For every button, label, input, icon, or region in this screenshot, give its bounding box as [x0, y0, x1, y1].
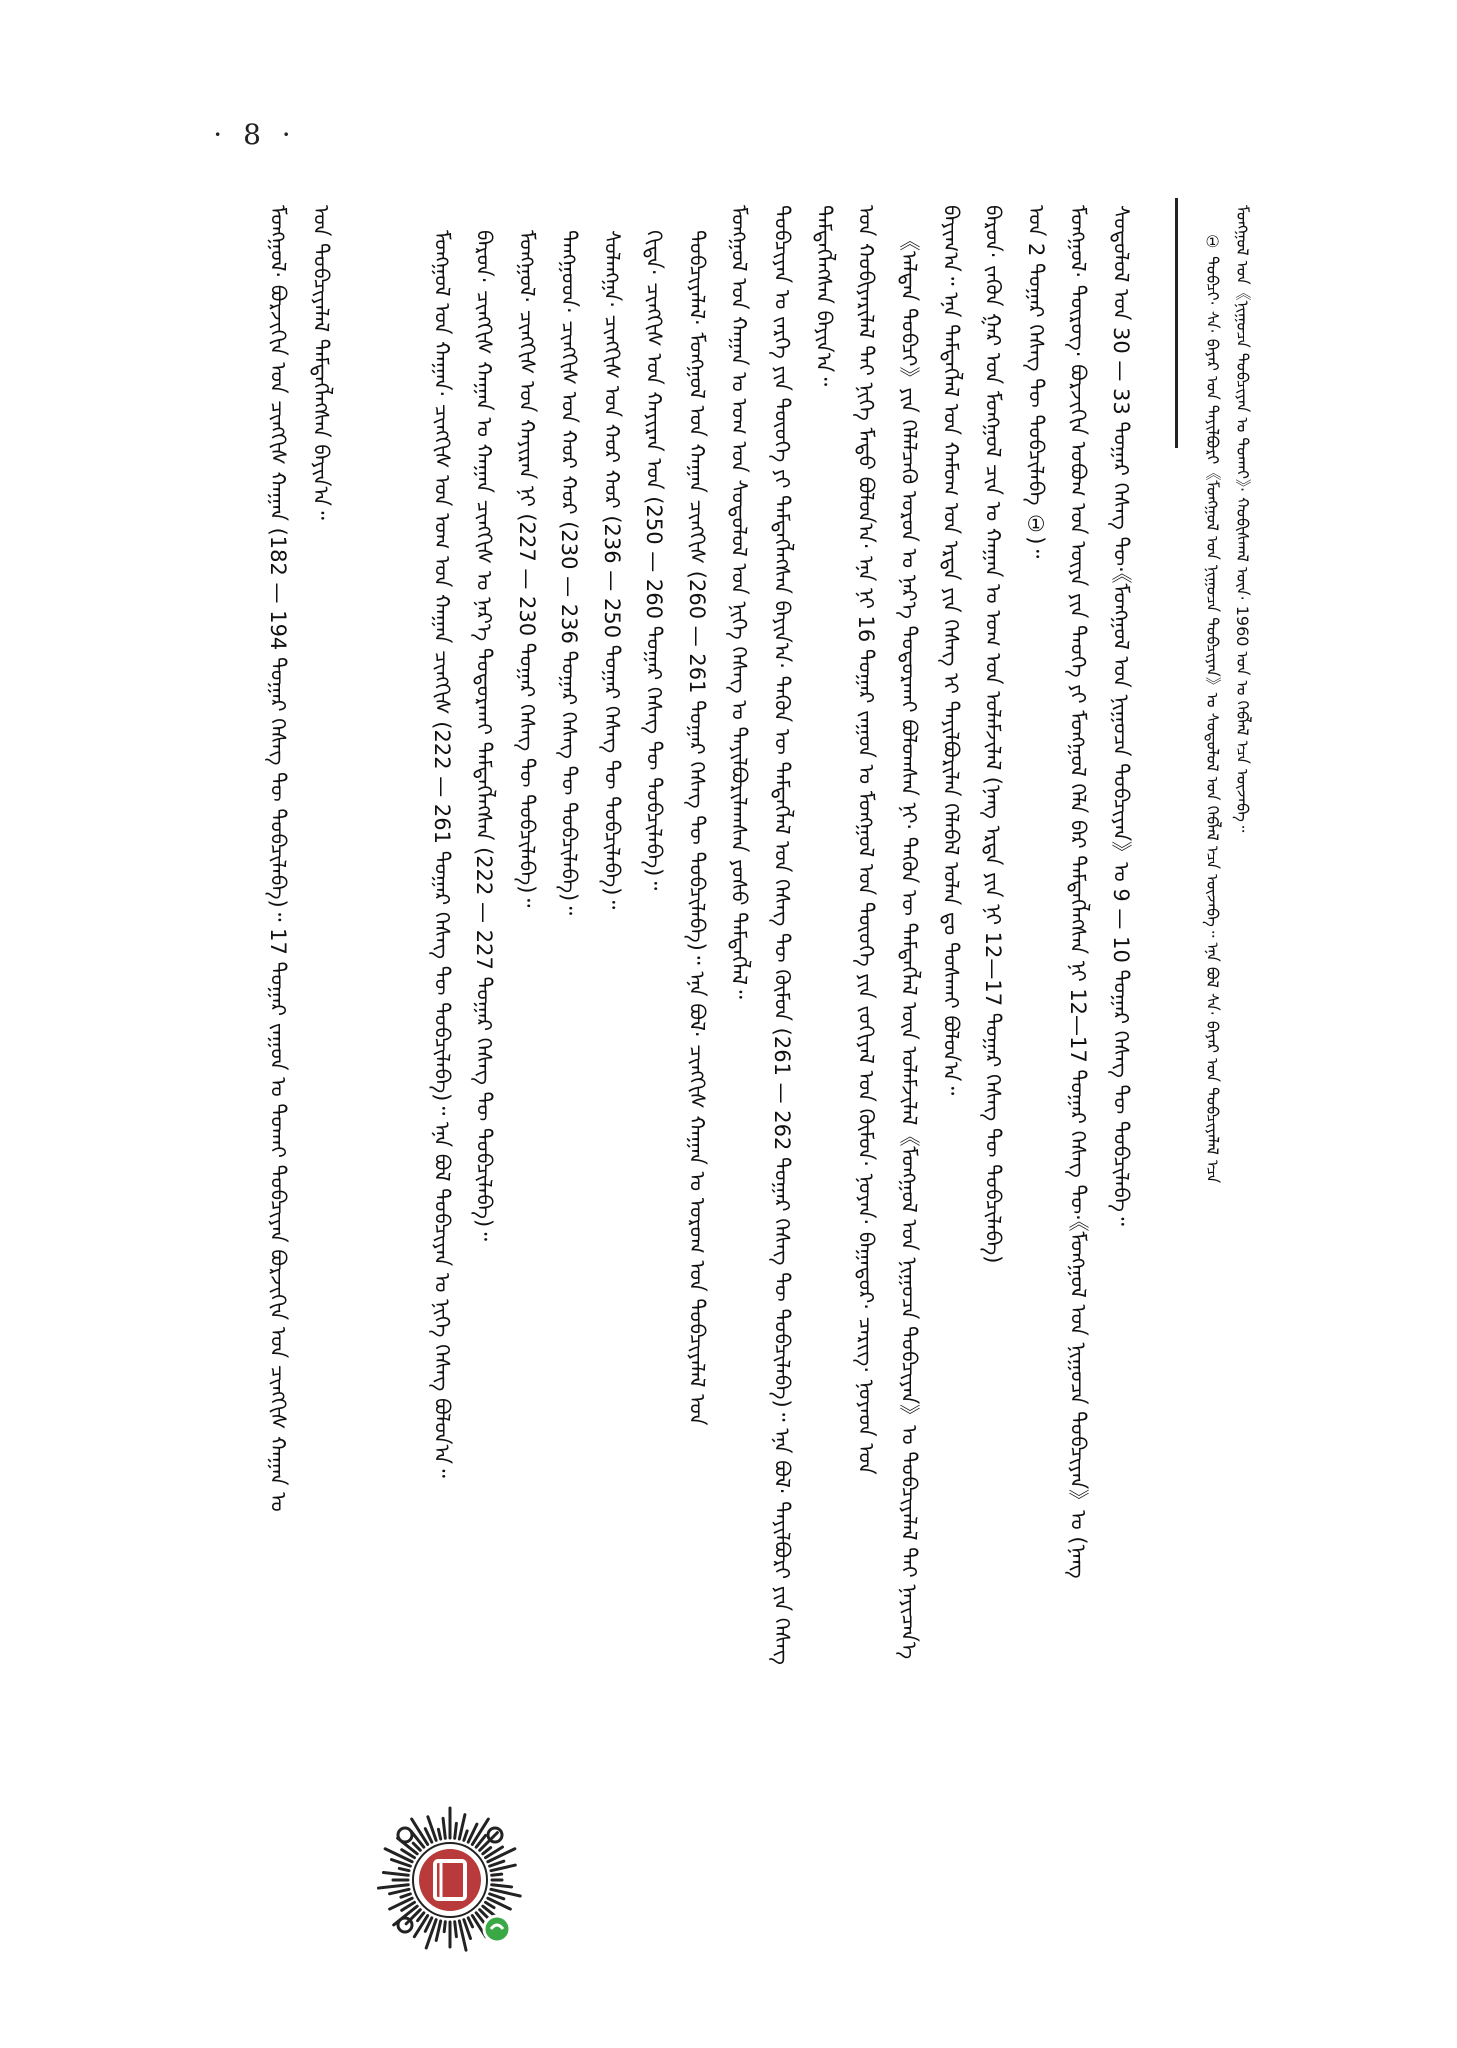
text-line: ᠮᠣᠩᠭᠣᠯ ᠤᠨ ᠬᠠᠭᠠᠨ· ᠴᠢᠩᠭᠢᠰ ᠤᠨ ᠤᠭ ᠤᠨ ᠬᠠᠭᠠᠨ ᠴᠢᠩᠭᠢᠰ (222 — 261 ᠳᠤᠭᠠᠷ ᠬᠡᠰᠡᠭ ᠲᠦ ᠲᠣᠪᠴᠢᠯᠠᠪᠠ)᠃ ᠡᠨᠡ ᠪᠣᠯ ᠲᠣᠪᠴᠢᠶᠠᠨ ᠤ ᠨᠢᠭᠡ ᠬᠡᠰᠡᠭ ᠪᠣᠯᠤᠨ᠎ᠠ᠃: [430, 230, 454, 1478]
text-line: ᠲᠡᠮᠳᠡᠭᠯᠡᠭᠰᠡᠨ ᠪᠠᠶᠢᠨ᠎ᠠ᠃: [812, 205, 836, 387]
text-line: ᠰᠤᠳᠤᠯᠤᠯ ᠤᠨ 30 — 33 ᠳᠤᠭᠠᠷ ᠬᠡᠰᠡᠭ ᠲᠦ·《ᠮᠣᠩᠭᠣᠯ ᠤᠨ ᠨᠢᠭᠤᠴᠠ ᠲᠣᠪᠴᠢᠶᠠᠨ》ᠤ 9 — 10 ᠳᠤᠭᠠᠷ ᠬᠡᠰᠡᠭ ᠲᠦ ᠲᠣᠪᠴᠢᠯᠠᠪᠠ᠃: [1109, 205, 1133, 1226]
page-number: · 8 ·: [213, 118, 297, 151]
qr-ray: [418, 1913, 424, 1921]
qr-ray: [490, 1861, 504, 1866]
mini-program-code-icon: [375, 1805, 525, 1955]
text-line: ᠤᠨ ᠬᠤᠪᠢᠶᠠᠷᠢᠯᠠᠯ ᠲᠠᠢ ᠨᠢᠭᠡ ᠮᠡᠲᠦ ᠪᠣᠯᠤᠨ᠎ᠠ· ᠡᠨᠡ ᠨᠢ 16 ᠳᠤᠭᠠᠷ ᠵᠠᠭᠤᠨ ᠤ ᠮᠣᠩᠭᠣᠯ ᠤᠨ ᠲᠦᠦᠬᠡ ᠶᠢᠨ ᠵᠣᠬᠢᠶᠠᠯ ᠤᠨ ᠬᠦᠮᠦᠨ· ᠨᠣᠶᠠᠨ· ᠪᠠᠭᠠᠳᠤᠷ· ᠴᠡᠷᠢᠭ· ᠨᠣᠶᠠᠳ ᠤᠨ: [854, 205, 878, 1475]
text-line: ᠮᠣᠩᠭᠣᠯ· ᠴᠢᠩᠭᠢᠰ ᠤᠨ ᠬᠠᠶᠢᠷᠠᠨ ᠨᠢ (227 — 230 ᠳᠤᠭᠠᠷ ᠬᠡᠰᠡᠭ ᠲᠦ ᠲᠣᠪᠴᠢᠯᠠᠪᠠ)᠃: [515, 230, 539, 908]
qr-ray: [468, 1918, 472, 1927]
text-line: ᠮᠣᠩᠭᠣᠯ· ᠲᠦᠷᠦᠭ· ᠪᠣᠷᠵᠢᠭᠢᠨ ᠣᠪᠣᠭ ᠤᠨ ᠦᠶᠡ ᠶᠢᠨ ᠲᠡᠦᠬᠡ ᠶᠢ ᠮᠣᠩᠭᠣᠯ ᠬᠡᠯᠡ ᠪᠡᠷ ᠲᠡᠮᠳᠡᠭᠯᠡᠭᠰᠡᠨ ᠨᠢ 12—17 ᠳᠤᠭᠠᠷ ᠬᠡᠰᠡᠭ ᠲᠦ·《ᠮᠣᠩᠭᠣᠯ ᠤᠨ ᠨᠢᠭᠤᠴᠠ ᠲᠣᠪᠴᠢᠶᠠᠨ》ᠤ (ᠨᠡᠩ: [1066, 205, 1090, 1579]
qr-ray: [390, 1889, 409, 1893]
qr-ray: [486, 1902, 494, 1907]
text-line: ᠪᠠᠷᠤᠨ· ᠵᠡᠭᠦᠨ ᠭᠠᠷ ᠤᠨ ᠮᠣᠩᠭᠣᠯ ᠴᠢᠨ ᠤ ᠬᠠᠭᠠᠨ ᠤ ᠣᠭ ᠤᠨ ᠤᠯᠠᠮᠵᠢᠯᠠᠯ (ᠨᠡᠩ ᠡᠷᠲᠡ ᠶᠢᠨ ᠨᠢ 12—17 ᠳᠤᠭᠠᠷ ᠬᠡᠰᠡᠭ ᠲᠦ ᠲᠣᠪᠴᠢᠯᠠᠪᠠ): [981, 205, 1005, 1264]
qr-ray: [464, 1831, 467, 1840]
text-line: ᠰᠤᠯᠠᠩᠭᠠ· ᠴᠢᠩᠭᠢᠰ ᠤᠨ ᠬᠤᠷ ᠬᠤᠷ (236 — 250 ᠳᠤᠭᠠᠷ ᠬᠡᠰᠡᠭ ᠲᠦ ᠲᠣᠪᠴᠢᠯᠠᠪᠠ)᠃: [600, 230, 624, 910]
qr-ray: [436, 1921, 440, 1940]
text-line: ᠤᠨ 2 ᠳᠤᠭᠠᠷ ᠬᠡᠰᠡᠭ ᠲᠦ ᠲᠣᠪᠴᠢᠯᠠᠪᠠ ①)᠃: [1024, 205, 1048, 559]
qr-ray: [383, 1872, 408, 1875]
qr-ray: [399, 1868, 409, 1870]
qr-ray: [438, 1829, 440, 1839]
text-line: ᠲᠣᠪᠴᠢᠶᠠᠨ ᠤ ᠵᠡᠷᠭᠡ ᠶᠢᠨ ᠲᠦᠦᠬᠡ ᠶᠢ ᠲᠡᠮᠳᠡᠭᠯᠡᠭᠰᠡᠨ ᠪᠠᠶᠢᠨ᠎ᠠ· ᠲᠡᠭᠦᠨ ᠦ ᠲᠡᠮᠳᠡᠭᠯᠡᠯ ᠤᠨ ᠬᠡᠰᠡᠭ ᠲᠦ ᠬᠦᠮᠦᠨ (261 — 262 ᠳᠤᠭᠠᠷ ᠬᠡᠰᠡᠭ ᠲᠦ ᠲᠣᠪᠴᠢᠯᠠᠪᠠ)᠃ ᠡᠨᠡ ᠪᠣᠯ· ᠲᠠᠶᠢᠯᠪᠤᠷᠢ ᠶᠢᠨ ᠬᠡᠰᠡᠭ: [770, 205, 794, 1665]
qr-ray: [378, 1885, 408, 1888]
text-line: ᠪᠠᠷᠤᠨ· ᠴᠢᠩᠭᠢᠰ ᠬᠠᠭᠠᠨ ᠤ ᠬᠠᠭᠠᠨ ᠴᠢᠩᠭᠢᠰ ᠤ ᠨᠡᠷ᠎ᠡ ᠲᠣᠳᠤᠷᠬᠠᠢ ᠲᠡᠮᠳᠡᠭᠯᠡᠭᠰᠡᠨ (222 — 227 ᠳᠤᠭᠠᠷ ᠬᠡᠰᠡᠭ ᠲᠦ ᠲᠣᠪᠴᠢᠯᠠᠪᠠ)᠃: [472, 230, 496, 1241]
qr-ray: [444, 1922, 445, 1932]
text-line: ᠤᠨ ᠲᠣᠪᠴᠢᠶᠠᠯᠠᠯ ᠲᠡᠮᠳᠡᠭᠯᠡᠭᠰᠡᠨ ᠪᠠᠶᠢᠨ᠎ᠠ᠃: [309, 205, 333, 520]
text-line: 《ᠠᠯᠲᠠᠨ ᠲᠣᠪᠴᠢ》ᠶᠢᠨ ᠬᠡᠯᠡᠯᠴᠡᠬᠦ ᠣᠷᠣᠨ ᠤ ᠨᠡᠷ᠎ᠡ ᠲᠣᠳᠤᠷᠬᠠᠢ ᠪᠣᠯᠤᠭᠰᠠᠨ ᠨᠢ· ᠲᠡᠭᠦᠨ ᠦ ᠲᠡᠮᠳᠡᠭᠯᠡᠯ ᠦᠨ ᠤᠯᠠᠮᠵᠢᠯᠠᠯ《ᠮᠣᠩᠭᠣᠯ ᠤᠨ ᠨᠢᠭᠤᠴᠠ ᠲᠣᠪᠴᠢᠶᠠᠨ》ᠤ ᠲᠣᠪᠴᠢᠶᠠᠯᠠᠯ ᠲᠠᠢ ᠨᠡᠶᠢᠴᠡᠨ᠎ᠡ: [897, 230, 921, 1660]
text-line: ᠲᠠᠩᠭᠤᠳ· ᠴᠢᠩᠭᠢᠰ ᠤᠨ ᠬᠤᠷ ᠬᠤᠷ (230 — 236 ᠳᠤᠭᠠᠷ ᠬᠡᠰᠡᠭ ᠲᠦ ᠲᠣᠪᠴᠢᠯᠠᠪᠠ)᠃: [557, 230, 581, 916]
text-line: ᠮᠣᠩᠭᠣᠯ ᠤᠨ ᠬᠠᠭᠠᠨ ᠤ ᠤᠭ ᠤᠨ ᠰᠤᠳᠤᠯᠤᠯ ᠤᠨ ᠨᠢᠭᠡ ᠬᠡᠰᠡᠭ ᠤ ᠲᠠᠶᠢᠯᠪᠤᠷᠢᠯᠠᠭᠰᠠᠨ ᠶᠣᠰᠣ ᠲᠡᠮᠳᠡᠭᠯᠡᠯ᠃: [727, 205, 751, 999]
text-line: ᠮᠣᠩᠭᠣᠯ· ᠪᠣᠷᠵᠢᠭᠢᠨ ᠤᠨ ᠴᠢᠩᠭᠢᠰ ᠬᠠᠭᠠᠨ (182 — 194 ᠳᠤᠭᠠᠷ ᠬᠡᠰᠡᠭ ᠲᠦ ᠲᠣᠪᠴᠢᠯᠠᠪᠠ)᠃ 17 ᠳᠤᠭᠠᠷ ᠵᠠᠭᠤᠨ ᠤ ᠲᠤᠬᠠᠢ ᠲᠣᠪᠴᠢᠶᠠᠨ ᠪᠣᠷᠵᠢᠭᠢᠨ ᠤᠨ ᠴᠢᠩᠭᠢᠰ ᠬᠠᠭᠠᠨ ᠤ: [266, 205, 290, 1512]
qr-ray: [413, 1843, 420, 1850]
qr-ray: [455, 1823, 457, 1838]
qr-ray: [492, 1885, 512, 1887]
qr-ray: [492, 1874, 502, 1875]
text-line: ᠪᠠᠶᠢᠭ᠎ᠠ᠃ ᠡᠨᠡ ᠲᠡᠮᠳᠡᠭᠯᠡᠯ ᠤᠨ ᠬᠠᠮᠤᠭ ᠤᠨ ᠡᠷᠲᠡ ᠶᠢᠨ ᠬᠡᠰᠡᠭ ᠢ ᠲᠠᠶᠢᠯᠪᠤᠷᠢᠯᠠᠨ ᠬᠡᠯᠡᠪᠡᠯ ᠣᠯᠠᠨ ᠳᠤ ᠲᠤᠰᠬᠠᠢ ᠪᠣᠯᠤᠨ᠎ᠠ᠃: [939, 205, 963, 1096]
qr-ray: [443, 1818, 445, 1838]
qr-ray: [401, 1894, 410, 1897]
footnote-line: ① ᠲᠣᠪᠴᠢ· ᠰᠠ· ᠪᠠᠶᠠᠷ ᠤᠨ ᠲᠠᠶᠢᠯᠪᠤᠷᠢ《ᠮᠣᠩᠭᠣᠯ ᠤᠨ ᠨᠢᠭᠤᠴᠠ ᠲᠣᠪᠴᠢᠶᠠᠨ》ᠤ ᠰᠤᠳᠤᠯᠤᠯ ᠤᠨ ᠬᠡᠪᠯᠡᠯ ᠡᠴᠡ ᠦᠵᠡᠪᠡ᠃ ᠡᠨᠡ ᠪᠣᠯ ᠰᠠ· ᠪᠠᠶᠠᠷ ᠤᠨ ᠲᠣᠪᠴᠢᠶᠠᠯᠠᠯ ᠡᠴᠡ: [1203, 232, 1222, 1184]
qr-ray: [483, 1848, 491, 1854]
qr-ray: [490, 1894, 504, 1899]
footnote-line: ᠮᠣᠩᠭᠣᠯ ᠤᠨ《ᠨᠢᠭᠤᠴᠠ ᠲᠣᠪᠴᠢᠶᠠᠨ ᠤ ᠲᠤᠬᠠᠢ》· ᠬᠤᠪᠢᠰᠬᠠᠯ ᠦᠨ· 1960 ᠣᠨ ᠤ ᠬᠡᠪᠯᠡᠯ ᠡᠴᠡ ᠦᠵᠡᠪᠡ᠃: [1233, 205, 1252, 833]
footnote-divider: [1175, 198, 1178, 448]
qr-ray: [455, 1922, 457, 1937]
text-line: ᠬᠢᠳᠠ· ᠴᠢᠩᠭᠢᠰ ᠤᠨ ᠬᠠᠶᠢᠷᠠᠨ ᠤᠨ (250 — 260 ᠳᠤᠭᠠᠷ ᠬᠡᠰᠡᠭ ᠲᠦ ᠲᠣᠪᠴᠢᠯᠠᠪᠠ)᠃: [642, 230, 666, 891]
text-line: ᠲᠣᠪᠴᠢᠶᠠᠯᠠᠯ· ᠮᠣᠩᠭᠣᠯ ᠤᠨ ᠬᠠᠭᠠᠨ ᠴᠢᠩᠭᠢᠰ (260 — 261 ᠳᠤᠭᠠᠷ ᠬᠡᠰᠡᠭ ᠲᠦ ᠲᠣᠪᠴᠢᠯᠠᠪᠠ)᠃ ᠡᠨᠡ ᠪᠣᠯ· ᠴᠢᠩᠭᠢᠰ ᠬᠠᠭᠠᠨ ᠤ ᠤᠷᠤᠭ ᠤᠨ ᠲᠣᠪᠴᠢᠶᠠᠯᠠᠯ ᠤᠨ: [685, 230, 709, 1426]
